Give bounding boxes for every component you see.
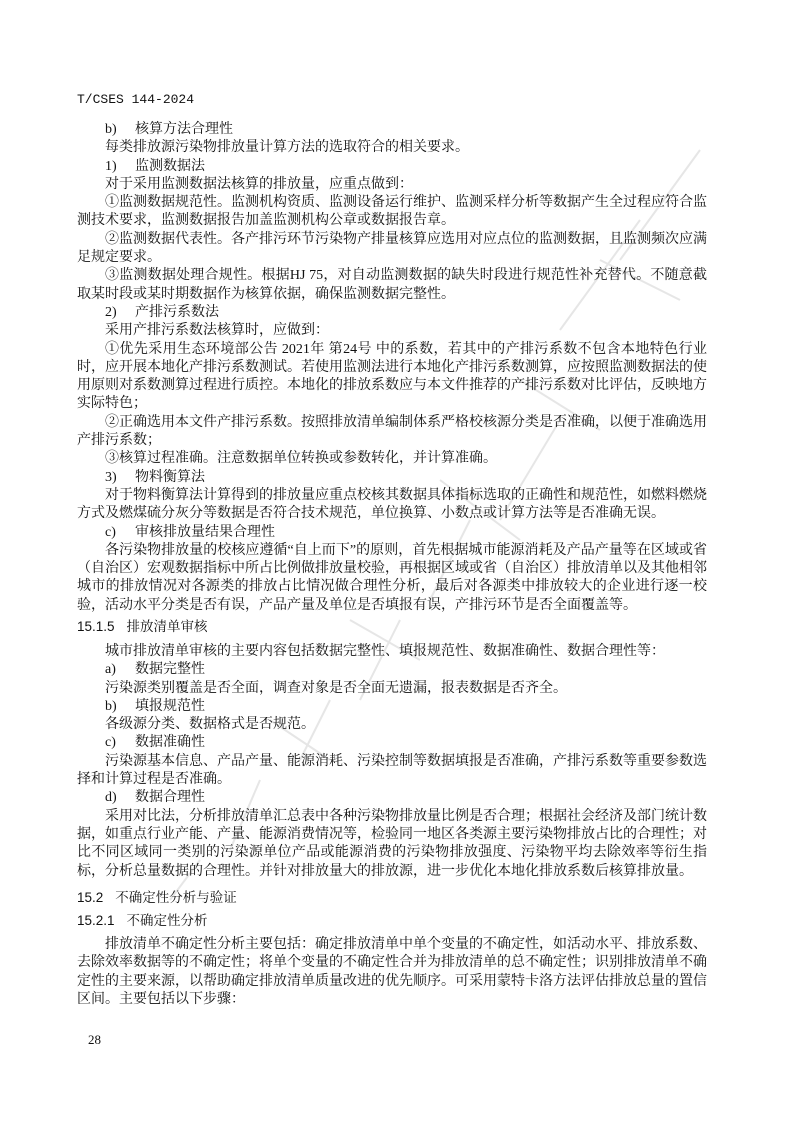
paragraph: 城市排放清单审核的主要内容包括数据完整性、填报规范性、数据准确性、数据合理性等： bbox=[105, 644, 665, 659]
item-label: 2) bbox=[105, 304, 117, 320]
paragraph: 对于物料衡算法计算得到的排放量应重点校核其数据具体指标选取的正确性和规范性，如燃料燃烧方式及燃煤硫分灰分等数据是否符合技术规范，单位换算、小数点或计算方法等是否准确无误。 bbox=[77, 487, 707, 522]
item-1-heading bbox=[77, 158, 707, 176]
paragraph: 污染源类别覆盖是否全面，调查对象是否全面无遗漏，报表数据是否齐全。 bbox=[105, 680, 567, 696]
heading-15-1-5 bbox=[77, 618, 707, 636]
item-3-heading bbox=[77, 469, 707, 487]
heading-title: 不确定性分析 bbox=[126, 913, 208, 928]
paragraph: ①优先采用生态环境部公告 2021年 第24号 中的系数，若其中的产排污系数不包含本地特色行业时，应开展本地化产排污系数测试。若使用监测法进行本地化产排污系数测算，应按照监测数据法的使用原则对系数测算过程进行质控。本地化的排放系数应与本文件推荐的产排污系数对比评估，反映地方实际特色； bbox=[77, 341, 707, 412]
heading-title: 不确定性分析与验证 bbox=[115, 890, 237, 905]
paragraph: ③监测数据处理合规性。根据HJ 75，对自动监测数据的缺失时段进行规范性补充替代。不随意截取某时段或某时期数据作为核算依据，确保监测数据完整性。 bbox=[77, 268, 707, 302]
paragraph: 各污染物排放量的校核应遵循“自上而下”的原则，首先根据城市能源消耗及产品产量等在区域或省（自治区）宏观数据指标中所占比例做排放量校验，再根据区域或省（自治区）排放清单以及其他相邻城市的排放情况对各源类的排放占比情况做合理性分析，最后对各源类中排放较大的企业进行逐一校验，活动水平分类是否有误，产品产量及单位是否填报有误，产排污环节是否全面覆盖等。 bbox=[77, 542, 707, 613]
item-title: 数据合理性 bbox=[135, 790, 205, 806]
item-b-heading bbox=[77, 698, 707, 716]
paragraph: 采用产排污系数法核算时，应做到： bbox=[105, 323, 329, 339]
item-label: d) bbox=[105, 790, 117, 806]
item-2-heading bbox=[77, 304, 707, 322]
paragraph: 污染源基本信息、产品产量、能源消耗、污染控制等数据填报是否准确，产排污系数等重要参数选择和计算过程是否准确。 bbox=[77, 753, 707, 788]
item-title: 数据准确性 bbox=[135, 735, 205, 751]
item-label: b) bbox=[105, 122, 117, 137]
item-title: 数据完整性 bbox=[135, 662, 205, 678]
heading-15-2-1 bbox=[77, 912, 707, 930]
heading-number: 15.2 bbox=[77, 890, 104, 905]
paragraph: 对于采用监测数据法核算的排放量，应重点做到： bbox=[105, 176, 413, 192]
paragraph: ①监测数据规范性。监测机构资质、监测设备运行维护、监测采样分析等数据产生全过程应符合监测技术要求，监测数据报告加盖监测机构公章或数据报告章。 bbox=[77, 195, 707, 229]
heading-number: 15.2.1 bbox=[77, 913, 115, 928]
item-label: 1) bbox=[105, 158, 117, 174]
item-c-heading bbox=[77, 734, 707, 752]
item-label: a) bbox=[105, 662, 116, 678]
item-a-heading bbox=[77, 661, 707, 679]
paragraph: 每类排放源污染物排放量计算方法的选取符合的相关要求。 bbox=[105, 140, 469, 156]
item-title: 填报规范性 bbox=[135, 698, 205, 714]
item-title: 监测数据法 bbox=[135, 158, 205, 174]
item-title: 产排污系数法 bbox=[135, 304, 219, 320]
item-label: c) bbox=[105, 524, 116, 540]
document-code: T/CSES 144-2024 bbox=[77, 92, 195, 107]
page-number: 28 bbox=[88, 1032, 101, 1047]
item-label: b) bbox=[105, 698, 117, 714]
heading-title: 排放清单审核 bbox=[126, 619, 208, 634]
paragraph: 采用对比法，分析排放清单汇总表中各种污染物排放量比例是否合理；根据社会经济及部门统计数据，如重点行业产能、产量、能源消费情况等，检验同一地区各类源主要污染物排放占比的合理性；对比不同区域同一类别的污染源单位产品或能源消费的污染物排放强度、污染物平均去除效率等衍生指标，分析总量数据的合理性。并针对排放量大的排放源，进一步优化本地化排放系数后核算排放量。 bbox=[77, 808, 707, 879]
paragraph: ③核算过程准确。注意数据单位转换或参数转化，并计算准确。 bbox=[105, 451, 497, 467]
heading-number: 15.1.5 bbox=[77, 619, 115, 634]
item-label: c) bbox=[105, 735, 116, 751]
item-c-heading bbox=[77, 524, 707, 542]
heading-15-2 bbox=[77, 889, 707, 907]
paragraph: 排放清单不确定性分析主要包括：确定排放清单中单个变量的不确定性，如活动水平、排放系数、去除效率数据等的不确定性；将单个变量的不确定性合并为排放清单的总不确定性；识别排放清单不确定性的主要来源，以帮助确定排放清单质量改进的优先顺序。可采用蒙特卡洛方法评估排放总量的置信区间。主要包括以下步骤： bbox=[77, 937, 707, 1007]
section-accounting-review bbox=[77, 121, 707, 615]
item-title: 物料衡算法 bbox=[135, 469, 205, 485]
item-label: 3) bbox=[105, 469, 117, 485]
paragraph: ②监测数据代表性。各产排污环节污染物产排量核算应选用对应点位的监测数据，且监测频次应满足规定要求。 bbox=[77, 231, 707, 266]
section-inventory-review bbox=[77, 643, 707, 881]
paragraph: 各级源分类、数据格式是否规范。 bbox=[105, 717, 315, 733]
section-uncertainty bbox=[77, 936, 707, 1009]
item-title: 审核排放量结果合理性 bbox=[135, 524, 275, 540]
paragraph: ②正确选用本文件产排污系数。按照排放清单编制体系严格校核源分类是否准确，以便于准确选用产排污系数； bbox=[77, 414, 707, 449]
item-b-heading bbox=[77, 121, 707, 139]
item-title: 核算方法合理性 bbox=[135, 122, 233, 137]
item-d-heading bbox=[77, 789, 707, 807]
